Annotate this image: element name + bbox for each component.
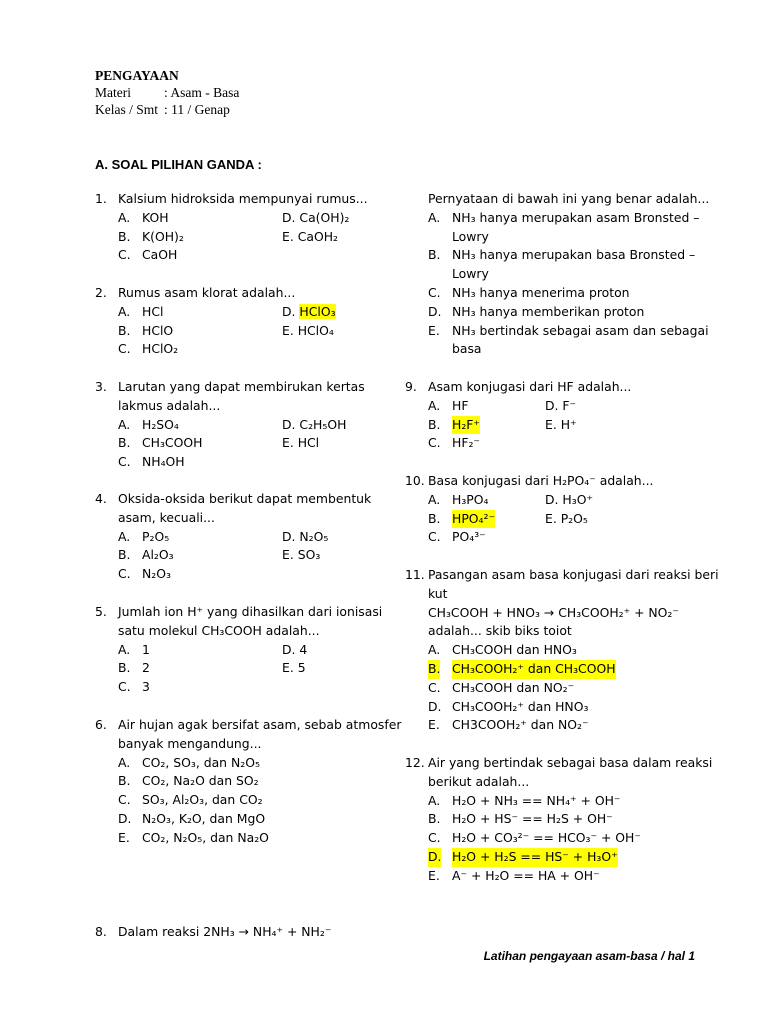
option-letter: E. [428, 717, 440, 733]
option-letter: A. [428, 642, 441, 658]
option-text: CaOH [142, 247, 178, 263]
question-number: 8. [95, 924, 107, 939]
option-text-secondary: E. CaOH₂ [282, 228, 338, 244]
option-letter: A. [428, 491, 441, 507]
question-number: 9. [405, 379, 417, 394]
question-stem: Air hujan agak bersifat asam, sebab atmosfer [118, 717, 402, 732]
question-stem: Basa konjugasi dari H₂PO₄⁻ adalah... [428, 473, 654, 488]
question-number: 11. [405, 567, 425, 582]
option-text: basa [452, 341, 482, 357]
option-letter: C. [118, 454, 131, 470]
option-letter: C. [118, 341, 131, 357]
option-text: CO₂, Na₂O dan SO₂ [142, 773, 259, 789]
option-letter: D. [118, 810, 132, 826]
option-letter: D. [428, 303, 442, 319]
option-text: H₂F⁺ [452, 416, 480, 435]
option-letter: A. [118, 641, 131, 657]
option-text-secondary: E. P₂O₅ [545, 510, 588, 526]
question-stem: lakmus adalah... [118, 397, 221, 413]
question-stem: berikut adalah... [428, 773, 530, 789]
question-stem: Rumus asam klorat adalah... [118, 285, 296, 300]
option-text: A⁻ + H₂O == HA + OH⁻ [452, 867, 600, 883]
option-text: H₂SO₄ [142, 416, 179, 432]
option-text-secondary: E. SO₃ [282, 547, 321, 563]
option-text: 3 [142, 679, 150, 695]
option-text: KOH [142, 209, 169, 225]
page-footer: Latihan pengayaan asam-basa / hal 1 [483, 949, 695, 963]
question-stem: Larutan yang dapat membirukan kertas [118, 379, 365, 394]
option-text: NH₄OH [142, 454, 185, 470]
option-text-secondary: D. HClO₃ [282, 303, 336, 319]
option-letter: B. [428, 510, 441, 526]
option-text-secondary: D. F⁻ [545, 397, 577, 413]
option-letter: C. [428, 284, 441, 300]
option-text: HClO [142, 322, 174, 338]
option-letter: A. [428, 397, 441, 413]
option-letter: B. [118, 435, 131, 451]
question-stem: satu molekul CH₃COOH adalah... [118, 622, 320, 638]
option-text-secondary: D. C₂H₅OH [282, 416, 347, 432]
question-stem: Jumlah ion H⁺ yang dihasilkan dari ionisasi [118, 604, 383, 619]
highlighted-answer: HClO₃ [299, 303, 336, 319]
question-stem: Air yang bertindak sebagai basa dalam reaksi [428, 755, 713, 770]
option-letter: B. [428, 660, 440, 679]
option-text-secondary: D. Ca(OH)₂ [282, 209, 350, 225]
kelas-value: : 11 / Genap [164, 102, 230, 117]
kelas-line [95, 101, 230, 119]
option-letter: C. [118, 679, 131, 695]
option-text: Lowry [452, 266, 489, 282]
option-text: CH₃COOH₂⁺ dan HNO₃ [452, 698, 589, 714]
option-letter: B. [428, 811, 441, 827]
option-letter: E. [118, 829, 130, 845]
option-letter: E. [428, 867, 440, 883]
question-number: 4. [95, 491, 107, 506]
option-text-secondary: E. HClO₄ [282, 322, 334, 338]
option-text: NH₃ hanya memberikan proton [452, 303, 645, 319]
option-text-secondary: E. HCl [282, 435, 320, 451]
option-text: Lowry [452, 228, 489, 244]
option-letter: C. [428, 679, 441, 695]
option-letter: B. [428, 416, 441, 432]
question-stem: Oksida-oksida berikut dapat membentuk [118, 491, 372, 506]
option-letter: B. [118, 322, 131, 338]
option-text: 1 [142, 641, 150, 657]
question-stem: banyak mengandung... [118, 735, 262, 751]
question-stem: Dalam reaksi 2NH₃ → NH₄⁺ + NH₂⁻ [118, 924, 332, 939]
option-text: CH₃COOH [142, 435, 203, 451]
question-number: 5. [95, 604, 107, 619]
question-number: 10. [405, 473, 425, 488]
option-text: CH₃COOH dan HNO₃ [452, 642, 577, 658]
option-text: N₂O₃ [142, 566, 171, 582]
question-stem: Pasangan asam basa konjugasi dari reaksi beri [428, 567, 719, 582]
option-letter: D. [428, 698, 442, 714]
option-text-secondary: E. 5 [282, 660, 306, 676]
option-text: CH₃COOH dan NO₂⁻ [452, 679, 575, 695]
option-letter: C. [118, 247, 131, 263]
question-stem: Pernyataan di bawah ini yang benar adalah... [428, 191, 710, 206]
option-text: PO₄³⁻ [452, 529, 486, 545]
option-letter: C. [428, 529, 441, 545]
option-letter: A. [428, 209, 441, 225]
question-stem: asam, kecuali... [118, 509, 215, 525]
materi-label: Materi [95, 85, 131, 100]
doc-title: PENGAYAAN [95, 68, 179, 83]
option-letter: A. [118, 303, 131, 319]
option-text: NH₃ hanya merupakan asam Bronsted – [452, 209, 700, 225]
option-text: CO₂, SO₃, dan N₂O₅ [142, 754, 260, 770]
option-text: H₂O + H₂S == HS⁻ + H₃O⁺ [452, 848, 618, 867]
option-text: H₂O + HS⁻ == H₂S + OH⁻ [452, 811, 613, 827]
question-line: CH₃COOH + HNO₃ → CH₃COOH₂⁺ + NO₂⁻ [428, 604, 679, 620]
option-letter: A. [118, 209, 131, 225]
materi-value: : Asam - Basa [164, 85, 240, 100]
option-text: H₃PO₄ [452, 491, 489, 507]
question-stem: kut [428, 585, 448, 601]
materi-line [95, 84, 240, 102]
option-letter: B. [118, 773, 131, 789]
option-text: NH₃ bertindak sebagai asam dan sebagai [452, 322, 709, 338]
option-text: H₂O + NH₃ == NH₄⁺ + OH⁻ [452, 792, 621, 808]
kelas-label: Kelas / Smt [95, 102, 158, 117]
option-text: K(OH)₂ [142, 228, 184, 244]
option-text: N₂O₃, K₂O, dan MgO [142, 810, 266, 826]
option-letter: E. [428, 322, 440, 338]
option-text: 2 [142, 660, 150, 676]
option-text: CO₂, N₂O₅, dan Na₂O [142, 829, 269, 845]
option-text: H₂O + CO₃²⁻ == HCO₃⁻ + OH⁻ [452, 830, 641, 846]
option-text: HCl [142, 303, 164, 319]
option-letter: C. [428, 830, 441, 846]
option-text-secondary: D. N₂O₅ [282, 528, 329, 544]
question-number: 1. [95, 191, 107, 206]
option-text: HPO₄²⁻ [452, 510, 495, 529]
option-text: HF₂⁻ [452, 435, 480, 451]
question-number: 6. [95, 717, 107, 732]
question-stem: Kalsium hidroksida mempunyai rumus... [118, 191, 368, 206]
question-number: 3. [95, 379, 107, 394]
question-line: adalah... skib biks toiot [428, 623, 572, 639]
question-stem: Asam konjugasi dari HF adalah... [428, 379, 632, 394]
option-text: NH₃ hanya menerima proton [452, 284, 630, 300]
option-letter: A. [118, 754, 131, 770]
option-letter: B. [118, 547, 131, 563]
option-text: SO₃, Al₂O₃, dan CO₂ [142, 792, 263, 808]
option-letter: C. [118, 792, 131, 808]
option-text: HF [452, 397, 469, 413]
option-text-secondary: D. H₃O⁺ [545, 491, 593, 507]
option-text-secondary: D. 4 [282, 641, 308, 657]
section-title: A. SOAL PILIHAN GANDA : [95, 157, 262, 172]
option-letter: C. [428, 435, 441, 451]
option-letter: D. [428, 848, 441, 867]
question-number: 2. [95, 285, 107, 300]
option-text: CH₃COOH₂⁺ dan CH₃COOH [452, 660, 616, 679]
option-text-secondary: E. H⁺ [545, 416, 577, 432]
option-letter: A. [118, 528, 131, 544]
option-letter: B. [428, 247, 441, 263]
option-letter: A. [428, 792, 441, 808]
option-text: Al₂O₃ [142, 547, 174, 563]
option-text: CH3COOH₂⁺ dan NO₂⁻ [452, 717, 589, 733]
option-letter: B. [118, 228, 131, 244]
option-text: HClO₂ [142, 341, 179, 357]
option-letter: C. [118, 566, 131, 582]
option-letter: A. [118, 416, 131, 432]
option-text: P₂O₅ [142, 528, 170, 544]
option-letter: B. [118, 660, 131, 676]
question-number: 12. [405, 755, 425, 770]
option-text: NH₃ hanya merupakan basa Bronsted – [452, 247, 696, 263]
